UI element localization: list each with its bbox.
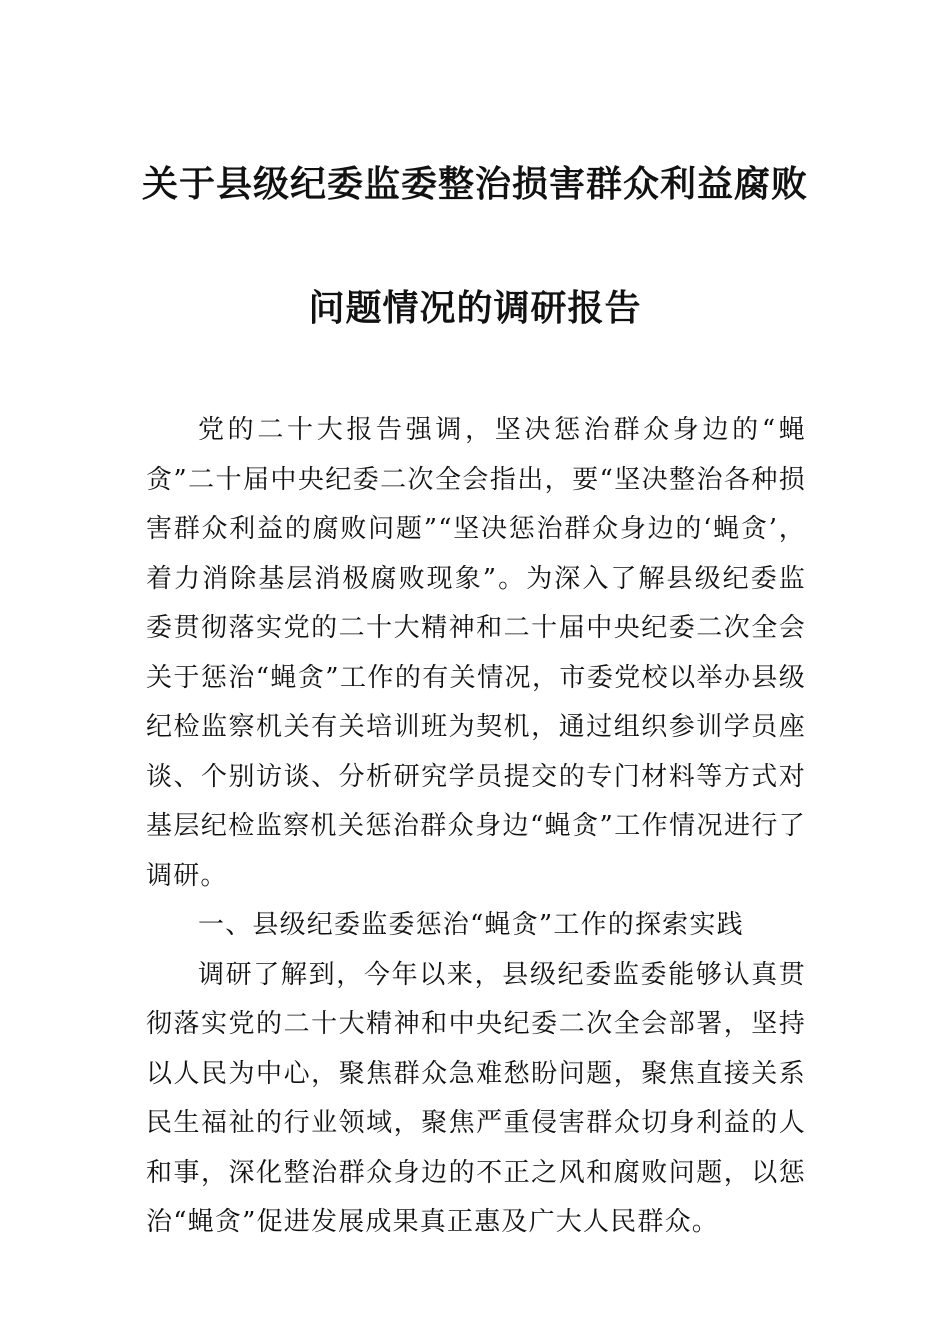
- section-paragraph: 调研了解到，今年以来，县级纪委监委能够认真贯彻落实党的二十大精神和中央纪委二次全会部署，坚持以人民为中心，聚焦群众急难愁盼问题，聚焦直接关系民生福祉的行业领域，聚焦严重侵害群众切身利益的人和事，深化整治群众身边的不正之风和腐败问题，以惩治“蝇贪”促进发展成果真正惠及广大人民群众。: [146, 959, 806, 1237]
- section-heading: 一、县级纪委监委惩治“蝇贪”工作的探索实践: [198, 910, 744, 940]
- document-body: [146, 406, 806, 1248]
- document-title-line-1: 关于县级纪委监委整治损害群众利益腐败: [141, 163, 808, 205]
- document-title-line-2: 问题情况的调研报告: [308, 287, 642, 329]
- intro-paragraph: 党的二十大报告强调，坚决惩治群众身边的“蝇贪”二十届中央纪委二次全会指出，要“坚决整治各种损害群众利益的腐败问题”“坚决惩治群众身边的‘蝇贪’，着力消除基层消极腐败现象”。为深入了解县级纪委监委贯彻落实党的二十大精神和二十届中央纪委二次全会关于惩治“蝇贪”工作的有关情况，市委党校以举办县级纪检监察机关有关培训班为契机，通过组织参训学员座谈、个别访谈、分析研究学员提交的专门材料等方式对基层纪检监察机关惩治群众身边“蝇贪”工作情况进行了调研。: [146, 415, 806, 891]
